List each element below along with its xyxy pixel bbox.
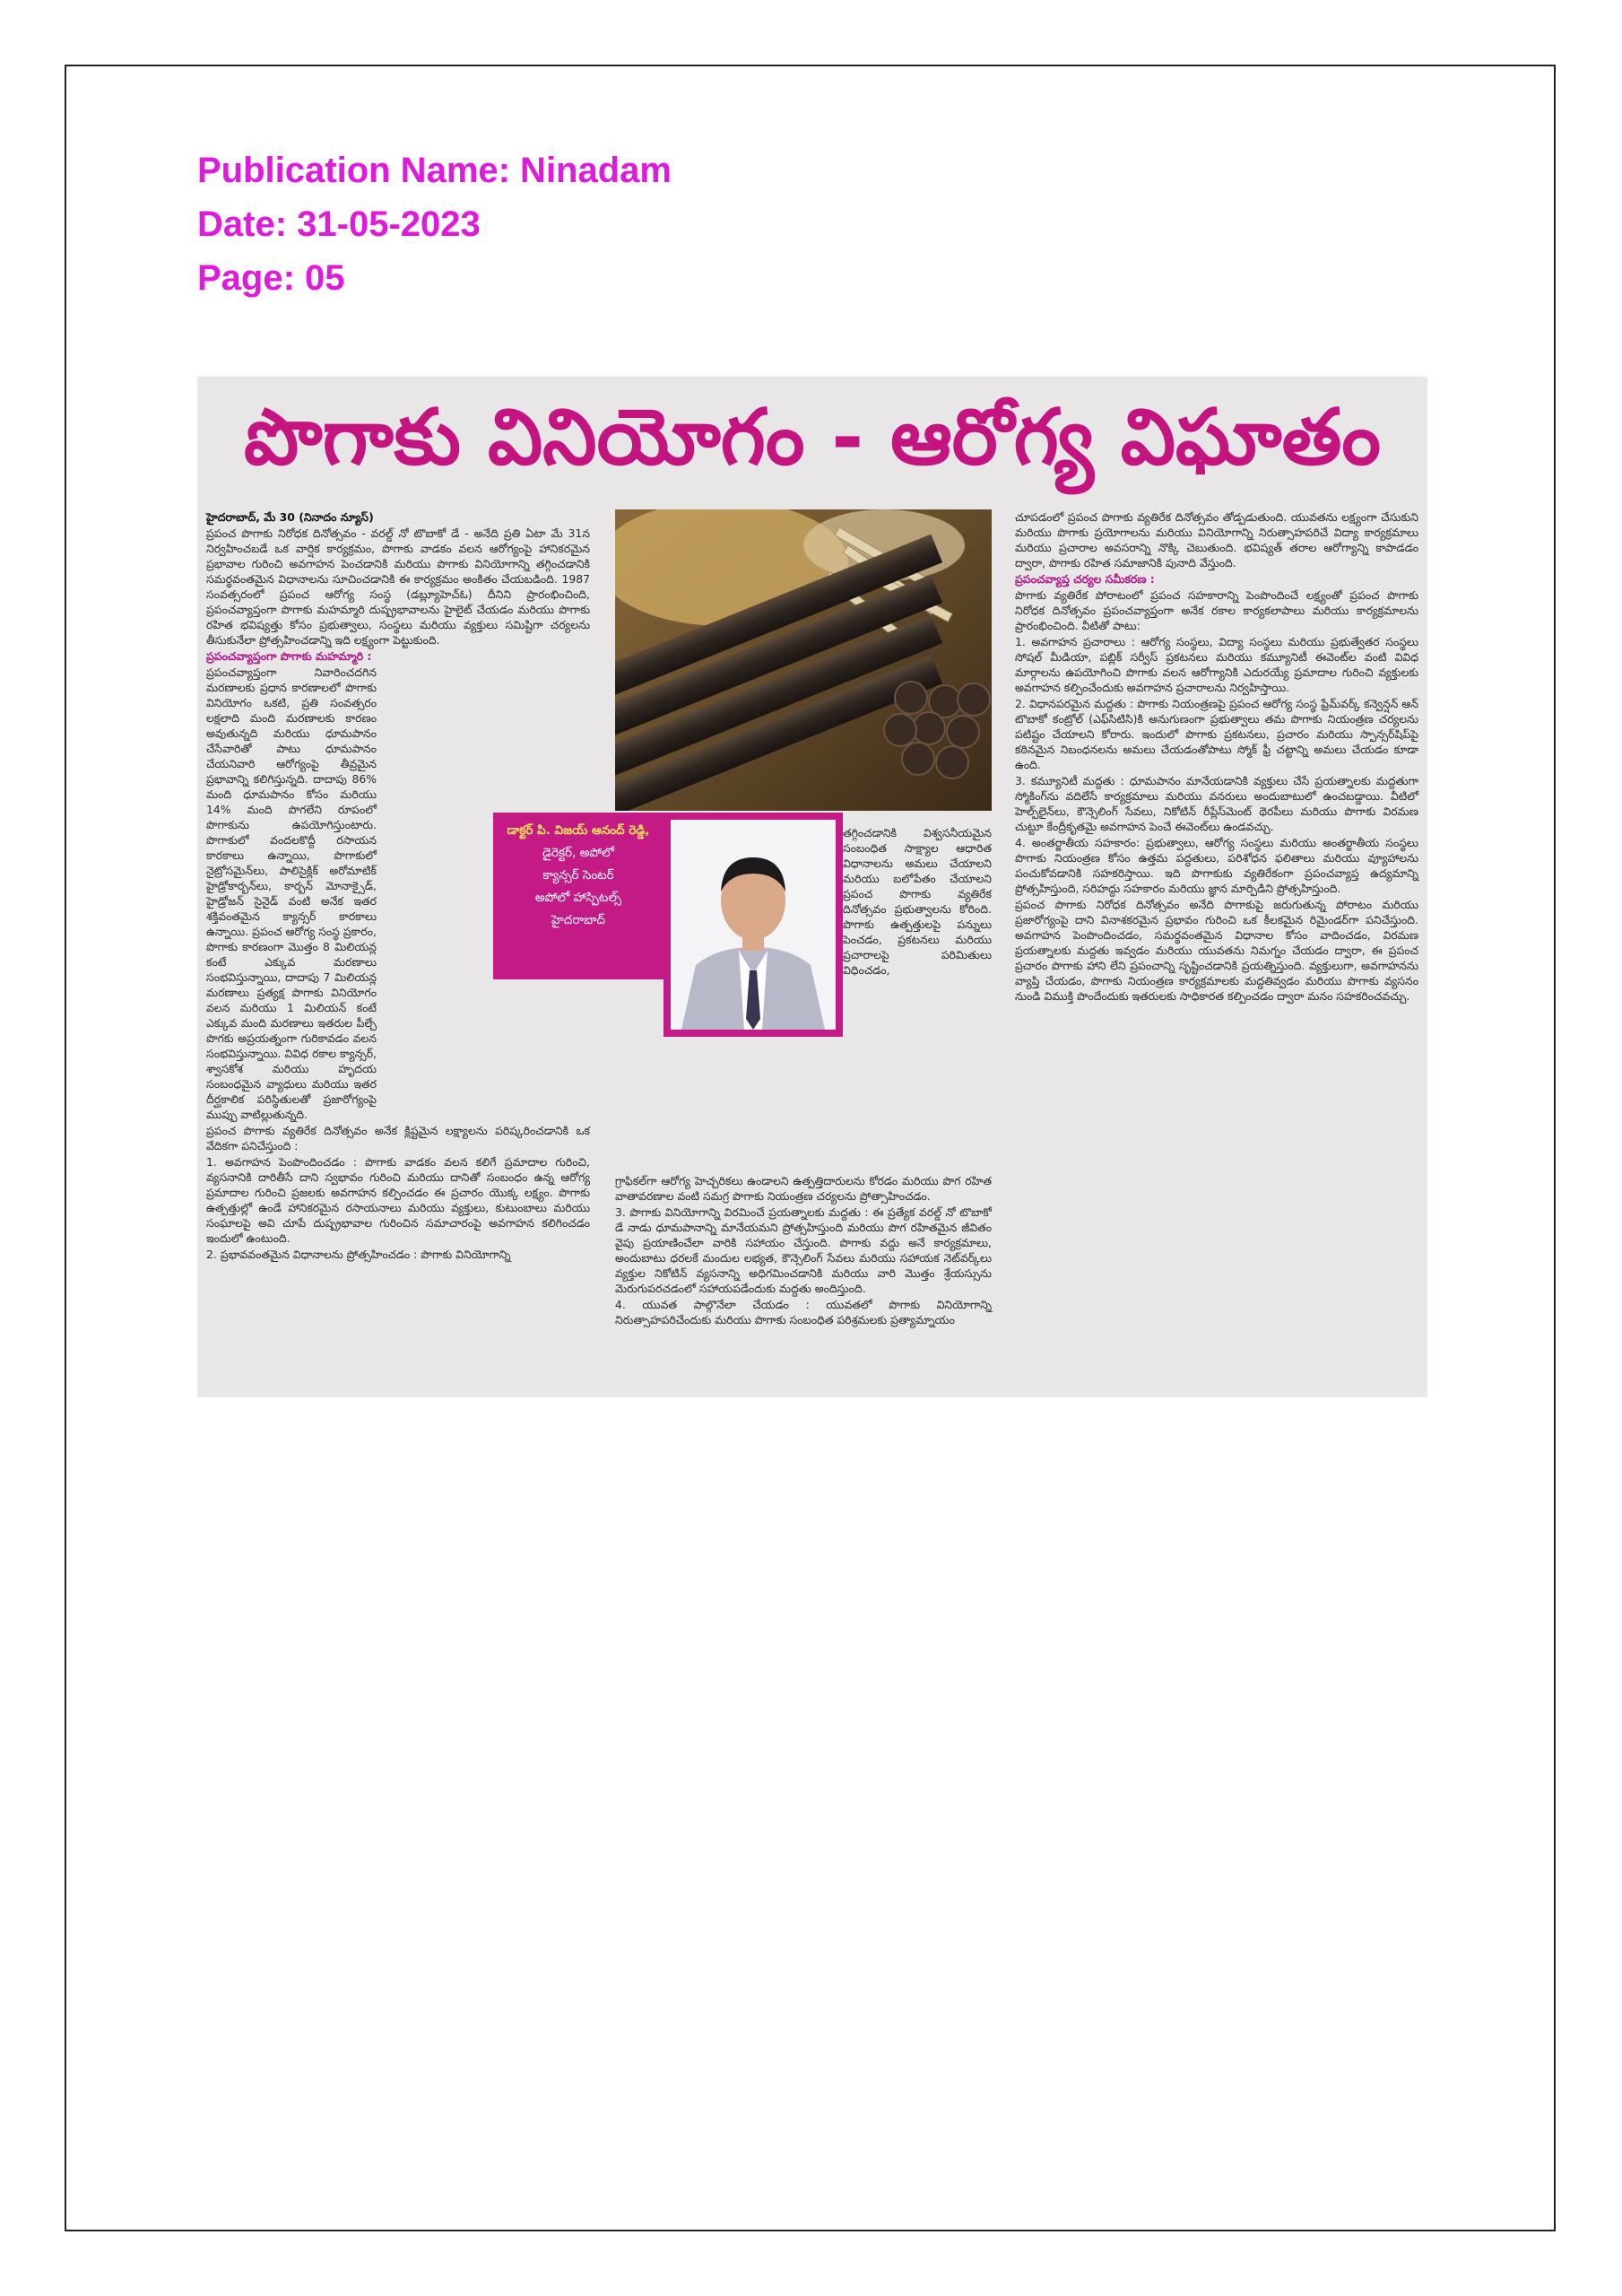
paragraph: 1. అవగాహన ప్రచారాలు : ఆరోగ్య సంస్థలు, విద్యా సంస్థలు మరియు ప్రభుత్వేతర సంస్థలు సోషల్ మీడియా, పబ్లిక్ సర్వీస్ ప్రకటనలు మరియు కమ్యూనిటీ ఈవెంట్‌ల వంటి వివిధ మార్గాలను ఉపయోగించి పొగాకు వలన ఆరోగ్యానికి ఎదురయ్యే ప్రమాదాల గురించి వ్యక్తులకు అవగాహన కల్పించేందుకు అవగాహన ప్రచారాలను నిర్వహిస్తాయి. — [1015, 635, 1418, 694]
paragraph: 2. విధానపరమైన మద్దతు : పొగాకు నియంత్రణపై ప్రపంచ ఆరోగ్య సంస్థ ఫ్రేమ్‌వర్క్ కన్వెన్షన్ ఆన్ టొబాకో కంట్రోల్ (ఎఫ్‌సిటిసి)కి అనుగుణంగా ప్రభుత్వాలు తమ పొగాకు నియంత్రణ చర్యలను పటిష్టం చేయాలని కోరారు. ఇందులో పొగాకు ప్రకటనలు, ప్రచారం మరియు స్పాన్సర్‌షిప్‌పై కఠినమైన నిబంధనలను అమలు చేయడంతోపాటు స్మోక్ ఫ్రీ చట్టాన్ని అమలు చేయడం కూడా ఉంది. — [1015, 697, 1418, 771]
doctor-caption — [493, 813, 664, 979]
publication-date: Date: 31-05-2023 — [197, 204, 481, 244]
doctor-center: క్యాన్సర్ సెంటర్ — [542, 868, 614, 883]
publication-meta — [197, 144, 672, 305]
paragraph: ప్రపంచ పొగాకు నిరోధక దినోత్సవం - వరల్డ్ నో టొబాకో డే - అనేది ప్రతి ఏటా మే 31న నిర్వహించబడే ఒక వార్షిక కార్యక్రమం, పొగాకు వాడకం వలన ఆరోగ్యంపై హానికరమైన ప్రభావాల గురించి అవగాహన పెంచడానికి మరియు పొగాకు వినియోగాన్ని తగ్గించడానికి సమర్థవంతమైన విధానాలను సూచించడానికి ఈ కార్యక్రమం అంకితం చేయబడింది. 1987 సంవత్సరంలో ప్రపంచ ఆరోగ్య సంస్థ (డబ్ల్యూహెచ్ఓ) దీనిని ప్రారంభించింది, ప్రపంచవ్యాప్తంగా పొగాకు మహమ్మారి దుష్ప్రభావాలను హైలైట్ చేయడం మరియు పొగాకు రహిత భవిష్యత్తు కోసం ప్రభుత్వాలు, సంస్థలు మరియు వ్యక్తులు సమిష్టిగా చర్యలను తీసుకునేలా ప్రోత్సహించడాన్ని ఇది లక్ష్యంగా పెట్టుకుంది. — [206, 526, 590, 647]
paragraph: గ్రాఫికల్‌గా ఆరోగ్య హెచ్చరికలు ఉండాలని ఉత్పత్తిదారులను కోరడం మరియు పొగ రహిత వాతావరణాల వంటి సమగ్ర పొగాకు నియంత్రణ చర్యలను ప్రోత్సాహించడం. — [615, 1174, 992, 1203]
article-headline: పొగాకు వినియోగం - ఆరోగ్య విఘాతం — [244, 393, 1381, 483]
paragraph: 3. కమ్యూనిటీ మద్దతు : ధూమపానం మానేయడానికి వ్యక్తులు చేసే ప్రయత్నాలకు మద్దతుగా స్మోకింగ్‌ను వదిలేసే కార్యక్రమాలు మరియు వనరులు అందుబాటులో ఉంచబడ్డాయి. వీటిలో హెల్ప్‌లైన్‌లు, కౌన్సెలింగ్ సేవలు, నికోటిన్ రీప్లేస్‌మెంట్ థెరపీలు మరియు పొగాకు విరమణ చుట్టూ కేంద్రీకృతమై అవగాహన పెంచే ఈవెంట్‌లు ఉండవచ్చు. — [1015, 774, 1418, 833]
doctor-name: డాక్టర్ పి. విజయ్ ఆనంద్ రెడ్డి, — [507, 823, 650, 838]
article-column-2-bottom — [615, 1173, 992, 1328]
subheading: ప్రపంచవ్యాప్తంగా పొగాకు మహమ్మారి : — [206, 649, 372, 663]
paragraph: 2. ప్రభావవంతమైన విధానాలను ప్రోత్సహించడం : పొగాకు వినియోగాన్ని — [206, 1248, 511, 1261]
tobacco-image — [615, 509, 992, 811]
paragraph: 4. అంతర్జాతీయ సహకారం: ప్రభుత్వాలు, ఆరోగ్య సంస్థలు మరియు అంతర్జాతీయ సంస్థలు పొగాకు నియంత్రణ కోసం ఉత్తమ పద్ధతులు, పరిశోధన ఫలితాలు మరియు వ్యూహాలను పంచుకోవడానికి సహకరిస్తాయి. ఇది పొగాకుకు వ్యతిరేకంగా ప్రపంచవ్యాప్త ఉద్యమాన్ని ప్రోత్సహిస్తుంది, సరిహద్దు సహకారం మరియు జ్ఞాన మార్పిడిని ప్రోత్సహిస్తుంది. — [1015, 836, 1418, 895]
paragraph: 3. పొగాకు వినియోగాన్ని విరమించే ప్రయత్నాలకు మద్దతు : ఈ ప్రత్యేక వరల్డ్ నో టొబాకో డే నాడు ధూమపానాన్ని మానేయమని ప్రోత్సహిస్తుంది మరియు పొగ రహితమైన జీవితం వైపు ప్రయాణించేలా వారికి సహాయం చేస్తుంది. పొగాకు వద్దు అనే కార్యక్రమాలు, అందుబాటు ధరలకే మందుల లభ్యత, కౌన్సెలింగ్ సేవలు మరియు సహాయక నెట్‌వర్క్‌లు వ్యక్తుల నికోటిన్ వ్యసనాన్ని అధిగమించడానికి మరియు వారి మొత్తం శ్రేయస్సును మెరుగుపరచడంలో సహాయపడేందుకు మద్దతు అందిస్తుంది. — [615, 1205, 992, 1295]
publication-name: Publication Name: Ninadam — [197, 151, 672, 190]
paragraph: ప్రపంచ పొగాకు నిరోధక దినోత్సవం అనేది పొగాకుపై జరుగుతున్న పోరాటం మరియు ప్రజారోగ్యంపై దాని వినాశకరమైన ప్రభావం గురించి ఒక కీలకమైన రిమైండర్‌గా పనిచేస్తుంది. అవగాహన పెంపొందించడం, సమర్థవంతమైన విధానాల కోసం వాదించడం, విరమణ ప్రయత్నాలకు మద్దతు ఇవ్వడం మరియు యువతను నిమగ్నం చేయడం ద్వారా, ఈ ప్రపంచ ప్రచారం పొగాకు హాని లేని ప్రపంచాన్ని సృష్టించడానికి ప్రయత్నిస్తుంది. వ్యక్తులుగా, అవగాహనను వ్యాప్తి చేయడం, పొగాకు నియంత్రణ కార్యక్రమాలకు మద్దతివ్వడం మరియు పొగాకు వ్యసనం నుండి విముక్తి పొందేందుకు ఇతరులకు సాధికారత కల్పించడం ద్వారా మనం సహకరించవచ్చు. — [1015, 898, 1418, 1003]
tobacco-photo — [615, 509, 992, 811]
article-column-3 — [1015, 509, 1418, 1004]
paragraph: 4. యువత పాల్గొనేలా చేయడం : యువతలో పొగాకు వినియోగాన్ని నిరుత్సాహపరిచేందుకు మరియు పొగాకు సంబంధిత పరిశ్రమలకు ప్రత్యామ్నాయం — [615, 1298, 992, 1326]
paragraph: పొగాకు వ్యతిరేక పోరాటంలో ప్రపంచ సహకారాన్ని పెంపొందించే లక్ష్యంతో ప్రపంచ పొగాకు నిరోధక దినోత్సవం ప్రపంచవ్యాప్తంగా అనేక రకాల కార్యకలాపాలు మరియు కార్యక్రమాలను ప్రారంభించింది. వీటితో పాటు: — [1015, 588, 1418, 632]
doctor-city: హైదరాబాద్ — [551, 913, 606, 927]
doctor-hospital: అపోలో హాస్పిటల్స్ — [534, 891, 622, 905]
article-column-2-top: తగ్గించడానికి విశ్వసనీయమైన సంబంధిత సాక్ష్యాల ఆధారిత విధానాలను అమలు చేయాలని మరియు బలోపేతం చేయాలని ప్రపంచ పొగాకు వ్యతిరేక దినోత్సవం ప్రభుత్వాలను కోరింది. పొగాకు ఉత్పత్తులపై పన్నులు పెంచడం, ప్రకటనలు మరియు ప్రచారాలపై పరిమితులు విధించడం, — [843, 826, 992, 977]
doctor-title: డైరెక్టర్, అపోలో — [542, 846, 615, 860]
doctor-photo — [664, 813, 843, 1037]
subheading: ప్రపంచవ్యాప్త చర్యల సమీకరణ : — [1015, 572, 1155, 586]
paragraph: ప్రపంచ పొగాకు వ్యతిరేక దినోత్సవం అనేక క్లిష్టమైన లక్ష్యాలను పరిష్కరించడానికి ఒక వేదికగా పనిచేస్తుంది : — [206, 1124, 590, 1152]
article-dateline: హైదరాబాద్, మే 30 (నినాదం న్యూస్) — [206, 510, 374, 524]
paragraph: చూపడంలో ప్రపంచ పొగాకు వ్యతిరేక దినోత్సవం తోడ్పడుతుంది. యువతను లక్ష్యంగా చేసుకుని మరియు పొగాకు ప్రయోగాలను మరియు వినియోగాన్ని నిరుత్సాహపరిచే విద్యా కార్యక్రమాలు మరియు ప్రచారాల అవసరాన్ని నొక్కి చెబుతుంది. భవిష్యత్ తరాల ఆరోగ్యాన్ని కాపాడడం ద్వారా, పొగాకు రహిత సమాజానికి పునాది వేస్తుంది. — [1015, 510, 1418, 570]
doctor-portrait — [664, 813, 843, 1037]
publication-page: Page: 05 — [197, 258, 345, 298]
newspaper-clipping — [197, 377, 1427, 1397]
paragraph: ప్రపంచవ్యాప్తంగా నివారించదగిన మరణాలకు ప్రధాన కారణాలలో పొగాకు వినియోగం ఒకటి, ప్రతి సంవత్సరం లక్షలాది మంది మరణాలకు కారణం అవుతున్నది మరియు ధూమపానం చేసేవారితో పాటు ధూమపానం చేయనివారి ఆరోగ్యంపై తీవ్రమైన ప్రభావాన్ని కలిగిస్తున్నది. దాదాపు 86% మంది ధూమపానం కోసం మరియు 14% మంది పొగలేని రూపంలో పొగాకును ఉపయోగిస్తుంటారు. పొగాకులో వందలకొద్దీ రసాయన కారకాలు ఉన్నాయి, పొగాకులో నైట్రోసమైన్‌లు, పాలిసైక్లిక్ అరోమాటిక్ హైడ్రోకార్బన్‌లు, కార్బన్ మోనాక్సైడ్, హైడ్రోజన్ సైనైడ్ వంటి అనేక ఇతర శక్తివంతమైన క్యాన్సర్ కారకాలు ఉన్నాయి. ప్రపంచ ఆరోగ్య సంస్థ ప్రకారం, పొగాకు కారణంగా మొత్తం 8 మిలియన్ల కంటే ఎక్కువ మరణాలు సంభవిస్తున్నాయి, దాదాపు 7 మిలియన్ల మరణాలు ప్రత్యక్ష పొగాకు వినియోగం వలన మరియు 1 మిలియన్ కంటే ఎక్కువ మంది మరణాలు ఇతరుల పీల్చే పొగకు అప్రయత్నంగా గురికావడం వలన సంభవిస్తున్నాయి. వివిధ రకాల క్యాన్సర్, శ్వాసకోశ మరియు హృదయ సంబంధమైన వ్యాధులు మరియు ఇతర దీర్ఘకాలిక పరిస్థితులతో ప్రజారోగ్యంపై ముప్పు వాటిల్లుతున్నది. — [206, 665, 377, 1121]
paragraph: 1. అవగాహన పెంపొందించడం : పొగాకు వాడకం వలన కలిగే ప్రమాదాల గురించి, వ్యసనానికి దారితీసే దాని స్వభావం గురించి మరియు దానితో సంబంధం ఉన్న ఆరోగ్య ప్రమాదాల గురించి ప్రజలకు అవగాహన కల్పించడం ఈ ప్రచారం యొక్క లక్ష్యం. పొగాకు ఉత్పత్తుల్లో ఉండే హానికరమైన రసాయనాలు మరియు వ్యక్తులు, కుటుంబాలు మరియు సంఘాలపై అవి చూపే దుష్ప్రభావాల గురించిన సమాచారంపై అవగాహన కలిగించడం ఇందులో ఉంటుంది. — [206, 1155, 590, 1245]
